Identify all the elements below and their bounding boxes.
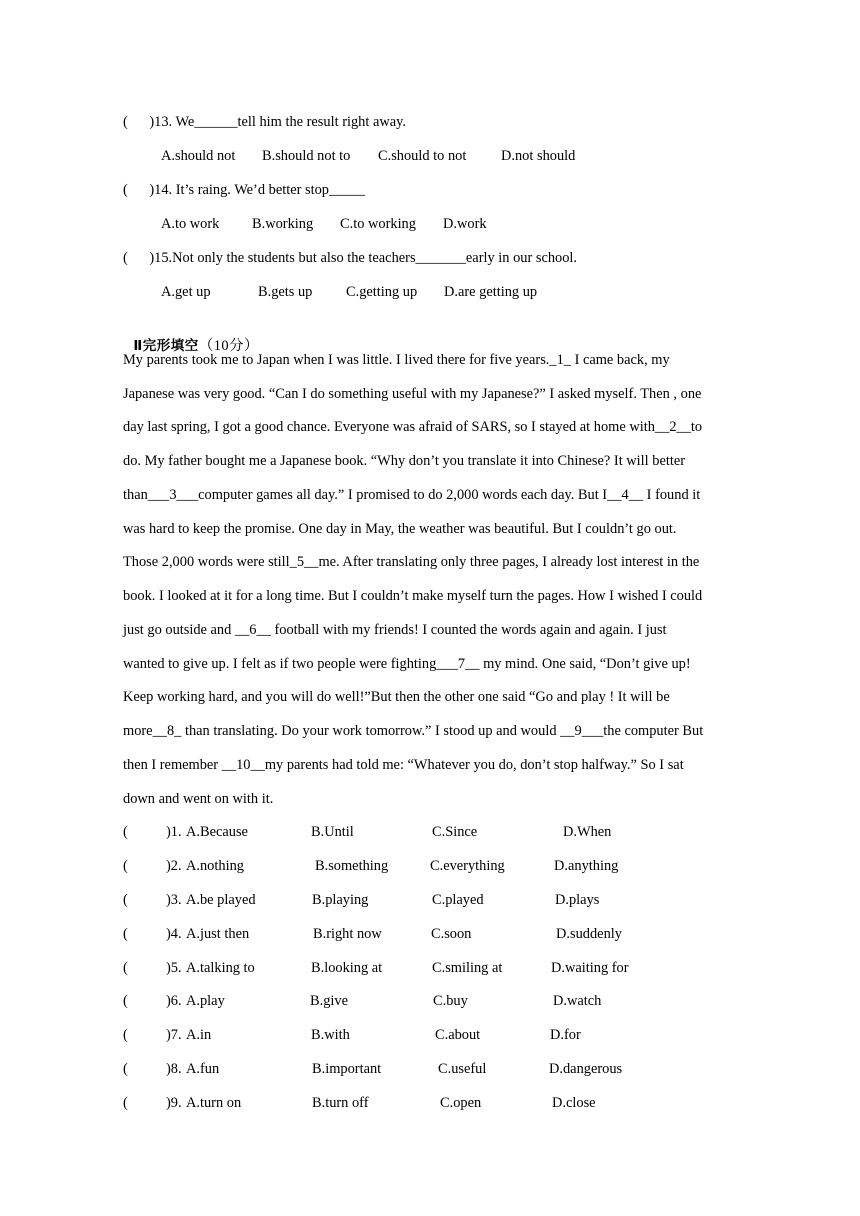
answer-paren: ( <box>123 960 128 976</box>
question-stem: ( )15.Not only the students but also the teachers_______early in our school. <box>123 250 578 266</box>
option-b: B.should not to <box>262 148 351 164</box>
question-stem: ( )14. It’s raing. We’d better stop_____ <box>123 182 365 198</box>
question-number: )7. <box>166 1027 182 1043</box>
passage-line: Keep working hard, and you will do well!”But then the other one said “Go and play ! It will be <box>123 689 670 705</box>
option-b: B.important <box>312 1061 382 1077</box>
option-d: D.suddenly <box>556 926 622 942</box>
option-c: C.Since <box>432 824 478 840</box>
answer-paren: ( <box>123 824 128 840</box>
option-a: A.get up <box>161 284 211 300</box>
option-d: D.dangerous <box>549 1061 623 1077</box>
passage-line: My parents took me to Japan when I was little. I lived there for five years._1_ I came back, my <box>123 352 670 368</box>
option-a: A.turn on <box>186 1095 242 1111</box>
option-b: B.turn off <box>312 1095 369 1111</box>
option-c: C.buy <box>433 993 468 1009</box>
passage-line: just go outside and __6__ football with my friends! I counted the words again and again. I just <box>123 622 667 638</box>
answer-paren: ( <box>123 892 128 908</box>
option-b: B.working <box>252 216 314 232</box>
option-d: D.not should <box>501 148 576 164</box>
question-number: )1. <box>166 824 182 840</box>
option-b: B.right now <box>313 926 382 942</box>
option-c: C.to working <box>340 216 416 232</box>
question-number: )8. <box>166 1061 182 1077</box>
option-d: D.waiting for <box>551 960 629 976</box>
option-a: A.just then <box>186 926 250 942</box>
option-b: B.looking at <box>311 960 383 976</box>
passage-line: Japanese was very good. “Can I do something useful with my Japanese?” I asked myself. Then , one <box>123 386 702 402</box>
answer-paren: ( <box>123 858 128 874</box>
section-title: Ⅱ完形填空 <box>133 338 199 354</box>
question-stem: ( )13. We______tell him the result right away. <box>123 114 406 130</box>
question-number: )2. <box>166 858 182 874</box>
option-a: A.play <box>186 993 225 1009</box>
answer-paren: ( <box>123 926 128 942</box>
option-d: D.for <box>550 1027 581 1043</box>
option-d: D.work <box>443 216 487 232</box>
passage-line: wanted to give up. I felt as if two people were fighting___7__ my mind. One said, “Don’t give up! <box>123 656 691 672</box>
option-a: A.be played <box>186 892 256 908</box>
option-a: A.nothing <box>186 858 244 874</box>
option-a: A.Because <box>186 824 248 840</box>
question-number: )6. <box>166 993 182 1009</box>
option-a: A.to work <box>161 216 220 232</box>
question-number: )4. <box>166 926 182 942</box>
option-c: C.smiling at <box>432 960 503 976</box>
passage-line: Those 2,000 words were still_5__me. After translating only three pages, I already lost interest in the <box>123 554 700 570</box>
answer-paren: ( <box>123 1027 128 1043</box>
passage-line: do. My father bought me a Japanese book. “Why don’t you translate it into Chinese? It will better <box>123 453 686 469</box>
option-c: C.about <box>435 1027 481 1043</box>
option-c: C.everything <box>430 858 505 874</box>
option-b: B.with <box>311 1027 350 1043</box>
option-d: D.plays <box>555 892 600 908</box>
passage-line: day last spring, I got a good chance. Everyone was afraid of SARS, so I stayed at home with__2__to <box>123 419 703 435</box>
answer-paren: ( <box>123 993 128 1009</box>
option-c: C.played <box>432 892 484 908</box>
question-number: )5. <box>166 960 182 976</box>
question-number: )3. <box>166 892 182 908</box>
passage-line: than___3___computer games all day.” I promised to do 2,000 words each day. But I__4__ I found it <box>123 487 701 503</box>
answer-paren: ( <box>123 1061 128 1077</box>
option-a: A.talking to <box>186 960 255 976</box>
option-d: D.When <box>563 824 612 840</box>
option-c: C.useful <box>438 1061 487 1077</box>
option-c: C.should to not <box>378 148 467 164</box>
option-b: B.Until <box>311 824 354 840</box>
option-d: D.are getting up <box>444 284 538 300</box>
option-b: B.something <box>315 858 389 874</box>
option-d: D.anything <box>554 858 619 874</box>
option-d: D.watch <box>553 993 602 1009</box>
option-a: A.fun <box>186 1061 220 1077</box>
option-c: C.soon <box>431 926 472 942</box>
option-b: B.gets up <box>258 284 313 300</box>
option-b: B.give <box>310 993 348 1009</box>
question-number: )9. <box>166 1095 182 1111</box>
passage-line: was hard to keep the promise. One day in May, the weather was beautiful. But I couldn’t go out. <box>123 521 677 537</box>
passage-line: book. I looked at it for a long time. But I couldn’t make myself turn the pages. How I wished I could <box>123 588 703 604</box>
option-a: A.should not <box>161 148 236 164</box>
option-b: B.playing <box>312 892 369 908</box>
passage-line: more__8_ than translating. Do your work tomorrow.” I stood up and would __9___the computer But <box>123 723 704 739</box>
passage-line: then I remember __10__my parents had told me: “Whatever you do, don’t stop halfway.” So I sat <box>123 757 684 773</box>
section-points: （10分） <box>198 338 259 354</box>
option-c: C.open <box>440 1095 482 1111</box>
passage-line: down and went on with it. <box>123 791 274 807</box>
answer-paren: ( <box>123 1095 128 1111</box>
option-c: C.getting up <box>346 284 418 300</box>
option-d: D.close <box>552 1095 596 1111</box>
option-a: A.in <box>186 1027 212 1043</box>
